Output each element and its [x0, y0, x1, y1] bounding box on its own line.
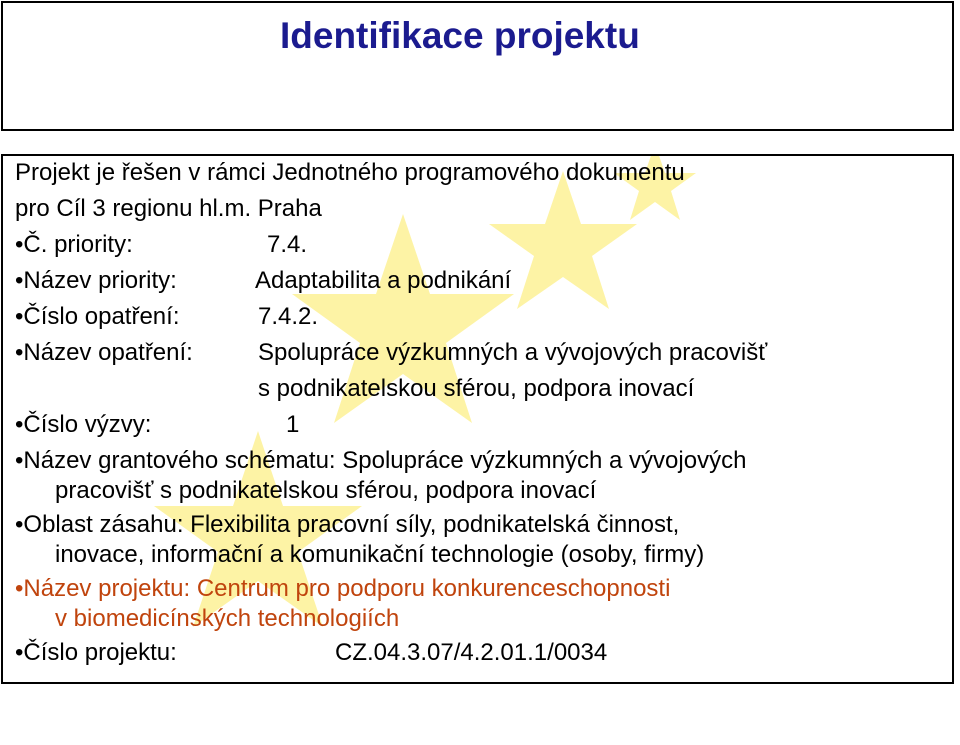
list-item-call-number — [15, 410, 151, 440]
item-label: Č. priority: — [23, 231, 133, 258]
item-label: Číslo opatření: — [23, 303, 180, 330]
item-value: Spolupráce výzkumných a vývojových pracovišť — [258, 339, 768, 366]
list-item-measure-number — [15, 302, 180, 332]
item-value: CZ.04.3.07/4.2.01.1/0034 — [335, 639, 608, 666]
bullet: • — [15, 447, 24, 474]
item-value: 7.4. — [267, 231, 308, 258]
item-text-continued: inovace, informační a komunikační technologie (osoby, firmy) — [55, 541, 705, 568]
title-box — [1, 1, 954, 131]
content-box — [1, 154, 954, 684]
item-text: Oblast zásahu: Flexibilita pracovní síly, podnikatelská činnost, — [23, 511, 680, 538]
item-value: 1 — [286, 411, 300, 438]
list-item-intervention — [15, 510, 679, 540]
item-label: Název opatření: — [23, 339, 193, 366]
item-label: Číslo výzvy: — [23, 411, 152, 438]
item-label: Číslo projektu: — [23, 639, 177, 666]
page-title: Identifikace projektu — [280, 15, 640, 56]
item-value-continued: s podnikatelskou sférou, podpora inovací — [258, 375, 695, 402]
intro-line-1: Projekt je řešen v rámci Jednotného programového dokumentu — [15, 159, 685, 186]
bullet: • — [15, 339, 24, 366]
bullet: • — [15, 639, 24, 666]
bullet: • — [15, 411, 24, 438]
item-text: Název grantového schématu: Spolupráce výzkumných a vývojových — [23, 447, 747, 474]
intro-line-2: pro Cíl 3 regionu hl.m. Praha — [15, 195, 322, 222]
item-value: Adaptabilita a podnikání — [255, 267, 512, 294]
list-item-project-number — [15, 638, 177, 668]
bullet: • — [15, 303, 24, 330]
list-item-priority-name — [15, 266, 177, 296]
list-item-priority-number — [15, 230, 133, 260]
list-item-measure-name — [15, 338, 193, 368]
item-value: 7.4.2. — [258, 303, 319, 330]
bullet: • — [15, 511, 24, 538]
list-item-project-name — [15, 574, 670, 604]
item-text: Název projektu: Centrum pro podporu konkurenceschopnosti — [23, 575, 671, 602]
item-label: Název priority: — [23, 267, 177, 294]
bullet: • — [15, 231, 24, 258]
bullet: • — [15, 267, 24, 294]
bullet: • — [15, 575, 24, 602]
list-item-grant-scheme — [15, 446, 746, 476]
item-text-continued: pracovišť s podnikatelskou sférou, podpora inovací — [55, 477, 597, 504]
item-text-continued: v biomedicínských technologiích — [55, 605, 400, 632]
